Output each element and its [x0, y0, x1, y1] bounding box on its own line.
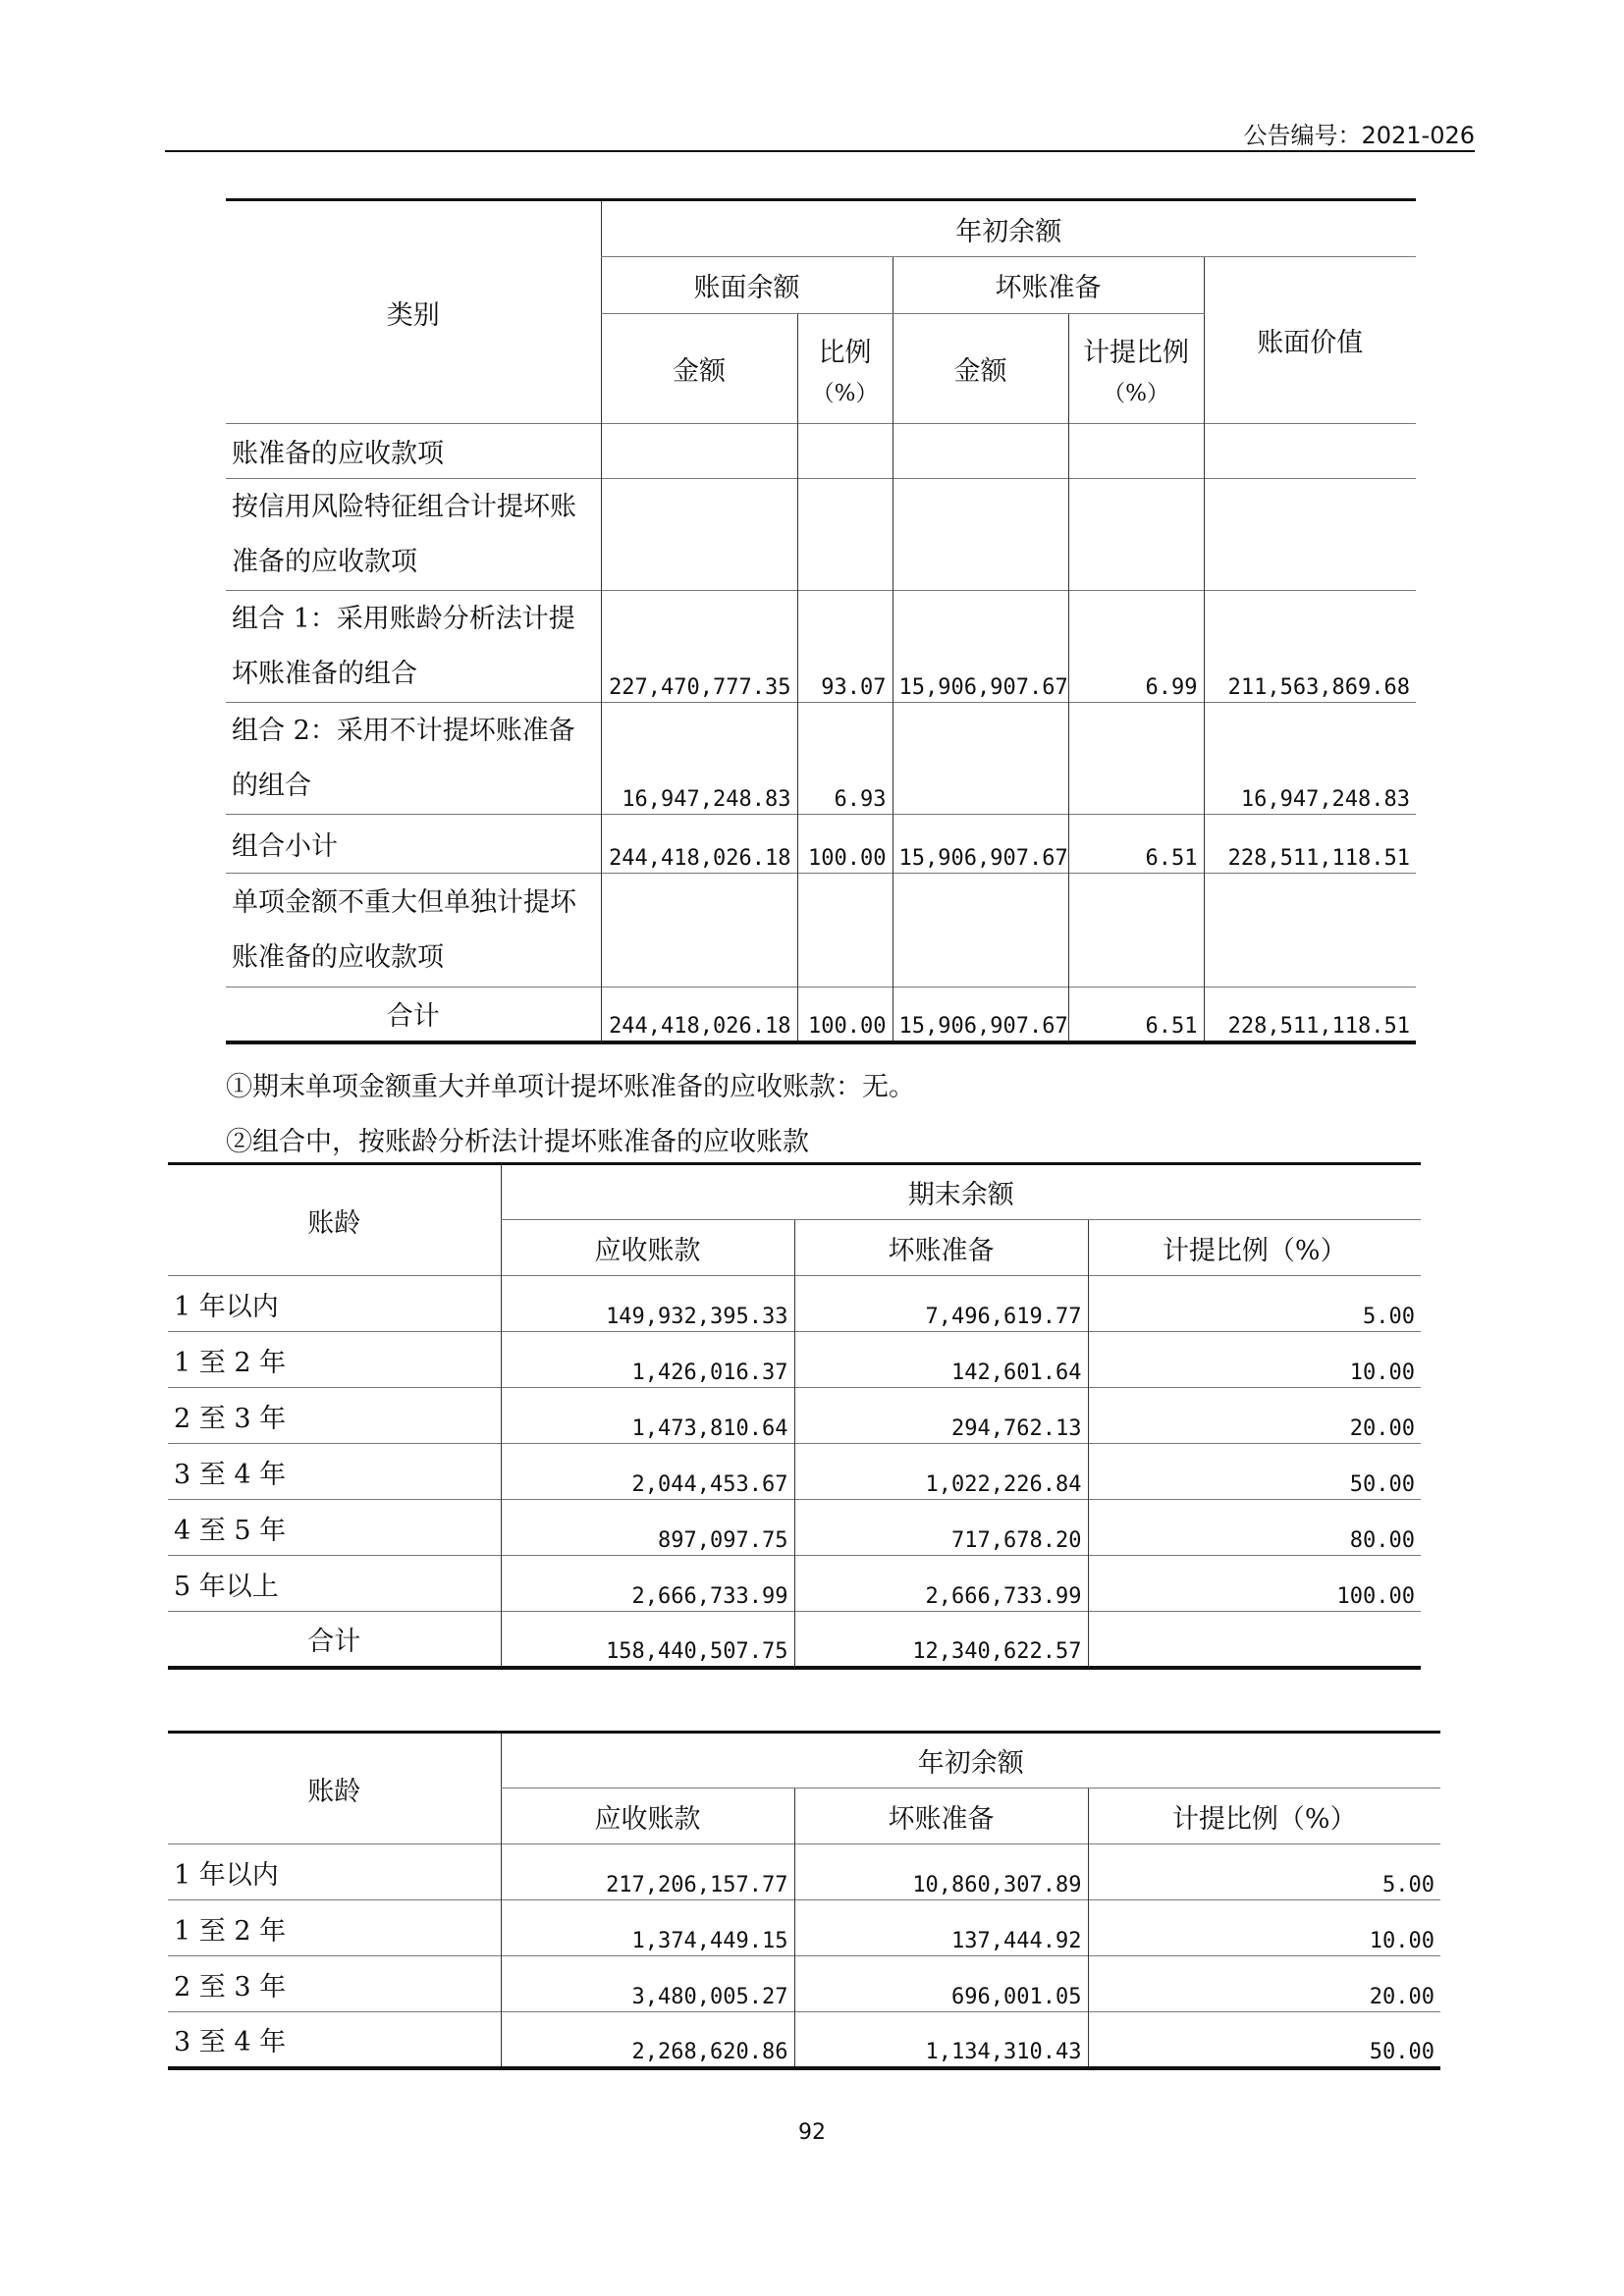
- receivable-cell: 1,426,016.37: [501, 1332, 794, 1388]
- cell-provision: [1068, 874, 1204, 988]
- ratio-cell: 5.00: [1088, 1276, 1421, 1332]
- table-row: [168, 1956, 1440, 2012]
- cell-ratio: 100.00: [797, 815, 893, 874]
- age-cell: 5 年以上: [168, 1556, 501, 1612]
- bad-debt-header: 坏账准备: [893, 257, 1204, 314]
- age-cell: 4 至 5 年: [168, 1500, 501, 1556]
- cell-ratio: [797, 874, 893, 988]
- bad-debt-cell: 2,666,733.99: [794, 1556, 1088, 1612]
- cell-balance: [601, 424, 797, 479]
- table-row: [226, 874, 1416, 988]
- ratio-cell: 20.00: [1088, 1956, 1440, 2012]
- receivable-cell: 2,666,733.99: [501, 1556, 794, 1612]
- ratio-header: 计提比例（%）: [1088, 1220, 1421, 1276]
- receivable-cell: 158,440,507.75: [501, 1612, 794, 1668]
- ratio-header: 比例 （%）: [797, 314, 893, 424]
- bad-debt-cell: 142,601.64: [794, 1332, 1088, 1388]
- table-row: [168, 1900, 1440, 1956]
- cell-balance: 227,470,777.35: [601, 591, 797, 703]
- receivable-cell: 217,206,157.77: [501, 1844, 794, 1900]
- cell-balance: 16,947,248.83: [601, 703, 797, 815]
- ratio-cell: 80.00: [1088, 1500, 1421, 1556]
- bad-debt-category-table: [226, 198, 1416, 1044]
- bad-debt-cell: 7,496,619.77: [794, 1276, 1088, 1332]
- bad-debt-header: 坏账准备: [794, 1220, 1088, 1276]
- cell-balance: [601, 874, 797, 988]
- cell-provision: 6.99: [1068, 591, 1204, 703]
- age-cell: 3 至 4 年: [168, 1444, 501, 1500]
- bad-debt-cell: 1,134,310.43: [794, 2012, 1088, 2068]
- cell-book-value: 16,947,248.83: [1204, 703, 1416, 815]
- period-header: 期末余额: [501, 1164, 1421, 1220]
- cell-ratio: 93.07: [797, 591, 893, 703]
- row-label: 组合 2：采用不计提坏账准备的组合: [226, 703, 601, 815]
- book-value-header: 账面价值: [1204, 257, 1416, 424]
- table-row: [168, 1556, 1421, 1612]
- table-row: [226, 703, 1416, 815]
- cell-book-value: 211,563,869.68: [1204, 591, 1416, 703]
- note-2: ②组合中，按账龄分析法计提坏账准备的应收账款: [226, 1127, 809, 1157]
- aging-closing-balance-table: [168, 1162, 1421, 1670]
- table-total-row: [168, 1612, 1421, 1668]
- cell-provision: 6.51: [1068, 815, 1204, 874]
- ratio-cell: 50.00: [1088, 2012, 1440, 2068]
- provision-ratio-header: 计提比例 （%）: [1068, 314, 1204, 424]
- cell-book-value: [1204, 479, 1416, 591]
- ratio-cell: 10.00: [1088, 1900, 1440, 1956]
- age-header: 账龄: [307, 1776, 361, 1807]
- ratio-cell: 50.00: [1088, 1444, 1421, 1500]
- table-row: [226, 479, 1416, 591]
- age-cell: 1 年以内: [168, 1276, 501, 1332]
- bad-debt-cell: 12,340,622.57: [794, 1612, 1088, 1668]
- row-label: 单项金额不重大但单独计提坏账准备的应收款项: [226, 874, 601, 988]
- age-cell: 合计: [168, 1612, 501, 1668]
- book-balance-header: 账面余额: [601, 257, 893, 314]
- age-cell: 2 至 3 年: [168, 1956, 501, 2012]
- receivable-cell: 2,044,453.67: [501, 1444, 794, 1500]
- table-row: [168, 1500, 1421, 1556]
- age-cell: 1 至 2 年: [168, 1900, 501, 1956]
- receivable-cell: 3,480,005.27: [501, 1956, 794, 2012]
- table-row: [168, 1444, 1421, 1500]
- cell-ratio: 6.93: [797, 703, 893, 815]
- receivable-cell: 1,473,810.64: [501, 1388, 794, 1444]
- cell-balance: 244,418,026.18: [601, 988, 797, 1042]
- cell-provision: [1068, 479, 1204, 591]
- note-1: ①期末单项金额重大并单项计提坏账准备的应收账款：无。: [226, 1072, 915, 1102]
- table-row: [168, 1388, 1421, 1444]
- receivable-cell: 1,374,449.15: [501, 1900, 794, 1956]
- cell-bad-debt: 15,906,907.67: [893, 591, 1068, 703]
- cell-balance: 244,418,026.18: [601, 815, 797, 874]
- bad-debt-cell: 696,001.05: [794, 1956, 1088, 2012]
- row-label: 组合 1：采用账龄分析法计提坏账准备的组合: [226, 591, 601, 703]
- announcement-number: 公告编号：2021-026: [1243, 122, 1475, 149]
- ratio-cell: 10.00: [1088, 1332, 1421, 1388]
- cell-book-value: 228,511,118.51: [1204, 815, 1416, 874]
- bad-debt-cell: 717,678.20: [794, 1500, 1088, 1556]
- cell-bad-debt: 15,906,907.67: [893, 815, 1068, 874]
- bad-debt-cell: 1,022,226.84: [794, 1444, 1088, 1500]
- table-row: [226, 815, 1416, 874]
- period-header: 年初余额: [501, 1733, 1440, 1789]
- row-label: 合计: [226, 988, 601, 1042]
- cell-balance: [601, 479, 797, 591]
- table-total-row: [226, 988, 1416, 1042]
- cell-ratio: [797, 479, 893, 591]
- cell-bad-debt: [893, 703, 1068, 815]
- table-row: [226, 424, 1416, 479]
- age-cell: 1 至 2 年: [168, 1332, 501, 1388]
- receivable-cell: 149,932,395.33: [501, 1276, 794, 1332]
- cell-ratio: 100.00: [797, 988, 893, 1042]
- cell-book-value: 228,511,118.51: [1204, 988, 1416, 1042]
- ratio-cell: 5.00: [1088, 1844, 1440, 1900]
- period-header: 年初余额: [601, 200, 1416, 257]
- ratio-cell: 100.00: [1088, 1556, 1421, 1612]
- age-cell: 2 至 3 年: [168, 1388, 501, 1444]
- bad-debt-amount-header: 金额: [893, 314, 1068, 424]
- bad-debt-cell: 10,860,307.89: [794, 1844, 1088, 1900]
- age-header: 账龄: [307, 1207, 361, 1239]
- row-label: 组合小计: [226, 815, 601, 874]
- row-label: 账准备的应收款项: [226, 424, 601, 479]
- page-number: 92: [798, 2120, 826, 2145]
- cell-bad-debt: [893, 479, 1068, 591]
- receivable-header: 应收账款: [501, 1789, 794, 1844]
- receivable-cell: 2,268,620.86: [501, 2012, 794, 2068]
- receivable-cell: 897,097.75: [501, 1500, 794, 1556]
- cell-bad-debt: [893, 874, 1068, 988]
- aging-opening-balance-table: [168, 1731, 1440, 2070]
- cell-provision: 6.51: [1068, 988, 1204, 1042]
- ratio-cell: 20.00: [1088, 1388, 1421, 1444]
- row-label: 按信用风险特征组合计提坏账准备的应收款项: [226, 479, 601, 591]
- table-row: [168, 2012, 1440, 2068]
- table-row: [168, 1844, 1440, 1900]
- cell-bad-debt: 15,906,907.67: [893, 988, 1068, 1042]
- age-cell: 1 年以内: [168, 1844, 501, 1900]
- header-rule: [165, 150, 1475, 152]
- bad-debt-cell: 137,444.92: [794, 1900, 1088, 1956]
- cell-book-value: [1204, 874, 1416, 988]
- table-row: [226, 591, 1416, 703]
- cell-bad-debt: [893, 424, 1068, 479]
- ratio-header: 计提比例（%）: [1088, 1789, 1440, 1844]
- cell-provision: [1068, 703, 1204, 815]
- ratio-cell: [1088, 1612, 1421, 1668]
- bad-debt-header: 坏账准备: [794, 1789, 1088, 1844]
- receivable-header: 应收账款: [501, 1220, 794, 1276]
- bad-debt-cell: 294,762.13: [794, 1388, 1088, 1444]
- table-row: [168, 1332, 1421, 1388]
- cell-ratio: [797, 424, 893, 479]
- table-row: [168, 1276, 1421, 1332]
- age-cell: 3 至 4 年: [168, 2012, 501, 2068]
- cell-book-value: [1204, 424, 1416, 479]
- category-header: 类别: [386, 299, 440, 331]
- amount-header: 金额: [601, 314, 797, 424]
- cell-provision: [1068, 424, 1204, 479]
